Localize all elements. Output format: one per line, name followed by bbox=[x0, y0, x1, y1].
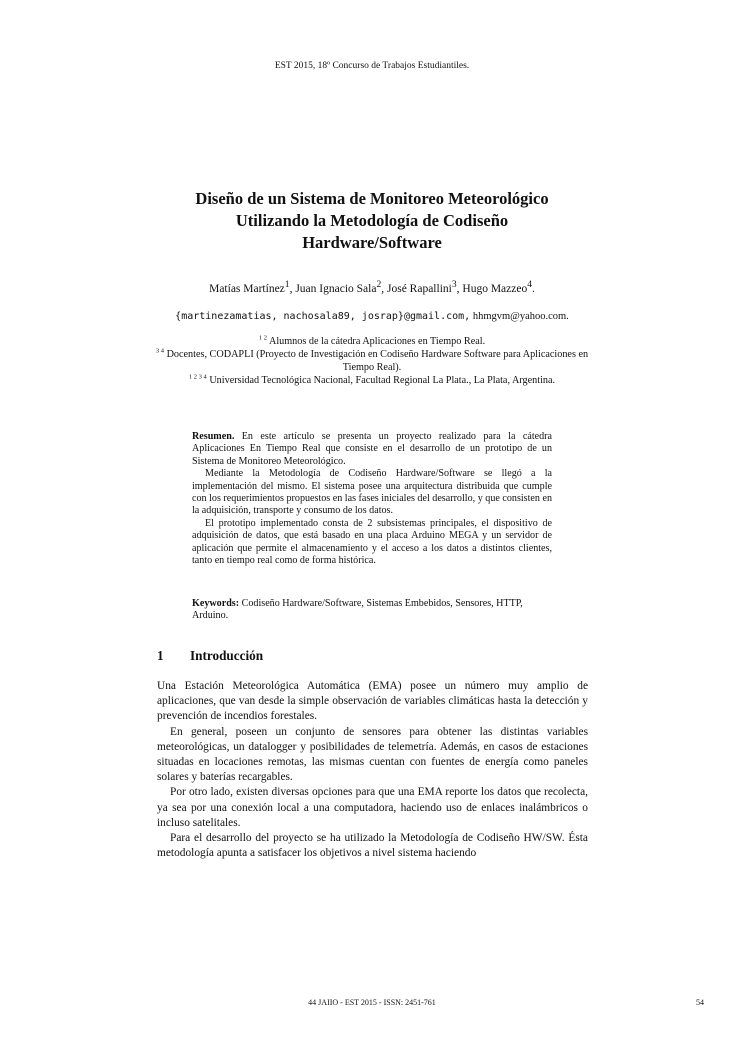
section-heading bbox=[157, 648, 263, 664]
body-paragraph: Por otro lado, existen diversas opciones para que una EMA reporte los datos que recolecta, ya sea por una conexión local a una computadora, haciendo uso de enlaces inalámbricos o incluso satelitales. bbox=[157, 786, 588, 829]
author-name: Matías Martínez bbox=[209, 283, 285, 295]
keywords-text: Codiseño Hardware/Software, Sistemas Embebidos, Sensores, HTTP, Arduino. bbox=[192, 598, 523, 622]
affiliation-text: Docentes, CODAPLI (Proyecto de Investigación en Codiseño Hardware Software para Aplicaciones en Tiempo Real). bbox=[166, 349, 589, 373]
paper-title bbox=[150, 188, 594, 254]
affiliation-sup: 3 4 bbox=[155, 347, 165, 355]
body-paragraph: Para el desarrollo del proyecto se ha utilizado la Metodología de Codiseño HW/SW. Ésta metodología apunta a satisfacer los objetivos a nivel sistema haciendo bbox=[157, 832, 588, 860]
author-sep: , bbox=[381, 283, 387, 295]
abstract-paragraph: Mediante la Metodología de Codiseño Hardware/Software se llegó a la implementación del mismo. El sistema posee una arquitectura distribuida que cumple con los requerimientos propuestos en las fases iniciales del desarrollo, y que consisten en la adquisición, transporte y consumo de los datos. bbox=[192, 468, 552, 517]
section-number: 1 bbox=[157, 648, 164, 663]
author-list bbox=[150, 279, 594, 295]
author-name: José Rapallini bbox=[387, 283, 452, 295]
author-name: Hugo Mazzeo bbox=[462, 283, 528, 295]
title-line: Diseño de un Sistema de Monitoreo Meteorológico bbox=[195, 189, 549, 208]
author-name: Juan Ignacio Sala bbox=[295, 283, 377, 295]
author-sup: 2 bbox=[376, 279, 382, 291]
running-head: EST 2015, 18º Concurso de Trabajos Estudiantiles. bbox=[274, 61, 470, 71]
page-footer: 44 JAIIO - EST 2015 - ISSN: 2451-761 bbox=[308, 998, 436, 1007]
author-sep: , bbox=[289, 283, 296, 295]
author-sep: . bbox=[532, 283, 535, 295]
author-sup: 4 bbox=[527, 279, 533, 291]
title-line: Utilizando la Metodología de Codiseño bbox=[235, 211, 509, 230]
title-line: Hardware/Software bbox=[302, 233, 442, 252]
affiliation-text: Universidad Tecnológica Nacional, Facultad Regional La Plata., La Plata, Argentina. bbox=[209, 375, 556, 386]
author-sup: 1 bbox=[284, 279, 290, 291]
affiliation bbox=[155, 349, 589, 374]
abstract-paragraph bbox=[192, 431, 552, 468]
affiliation-sup: 1 2 bbox=[258, 334, 267, 342]
abstract-paragraph: El prototipo implementado consta de 2 subsistemas principales, el dispositivo de adquisición de datos, que está basado en una placa Arduino MEGA y un servidor de aplicación que permite el almacenamiento y el acceso a los datos a distintos clientes, tanto en tiempo real como de forma histórica. bbox=[192, 517, 552, 567]
body-paragraph: Una Estación Meteorológica Automática (EMA) posee un número muy amplio de aplicaciones, que van desde la simple observación de variables climáticas hasta la detección y prevención de incendios forestales. bbox=[157, 680, 588, 723]
abstract-label: Resumen. bbox=[192, 431, 235, 442]
author-sup: 3 bbox=[451, 279, 457, 291]
abstract bbox=[192, 431, 552, 567]
keywords bbox=[192, 598, 552, 623]
author-emails bbox=[150, 311, 594, 322]
body-paragraph: En general, poseen un conjunto de sensores para obtener las distintas variables meteorológicas, un datalogger y posibilidades de telemetría. Además, en casos de estaciones situadas en locaciones remotas, las mismas cuentan con fuentes de energía como paneles solares y baterías recargables. bbox=[157, 725, 588, 784]
keywords-label: Keywords: bbox=[192, 598, 240, 609]
author-sep: , bbox=[456, 283, 463, 295]
section-title: Introducción bbox=[190, 648, 264, 663]
body-text bbox=[157, 679, 588, 861]
email-other: hhmgvm@yahoo.com. bbox=[470, 311, 569, 322]
email-group: {martinezamatias, nachosala89, josrap}@gmail.com, bbox=[175, 311, 471, 322]
affiliation-sup: 1 2 3 4 bbox=[188, 373, 207, 381]
affiliation bbox=[155, 375, 589, 388]
abstract-text: En este artículo se presenta un proyecto realizado para la cátedra Aplicaciones En Tiempo Real que consiste en el desarrollo de un prototipo de un Sistema de Monitoreo Meteorológico. bbox=[192, 431, 552, 467]
affiliation bbox=[155, 336, 589, 349]
affiliation-text: Alumnos de la cátedra Aplicaciones en Tiempo Real. bbox=[268, 336, 486, 347]
page-number: 54 bbox=[696, 998, 704, 1007]
